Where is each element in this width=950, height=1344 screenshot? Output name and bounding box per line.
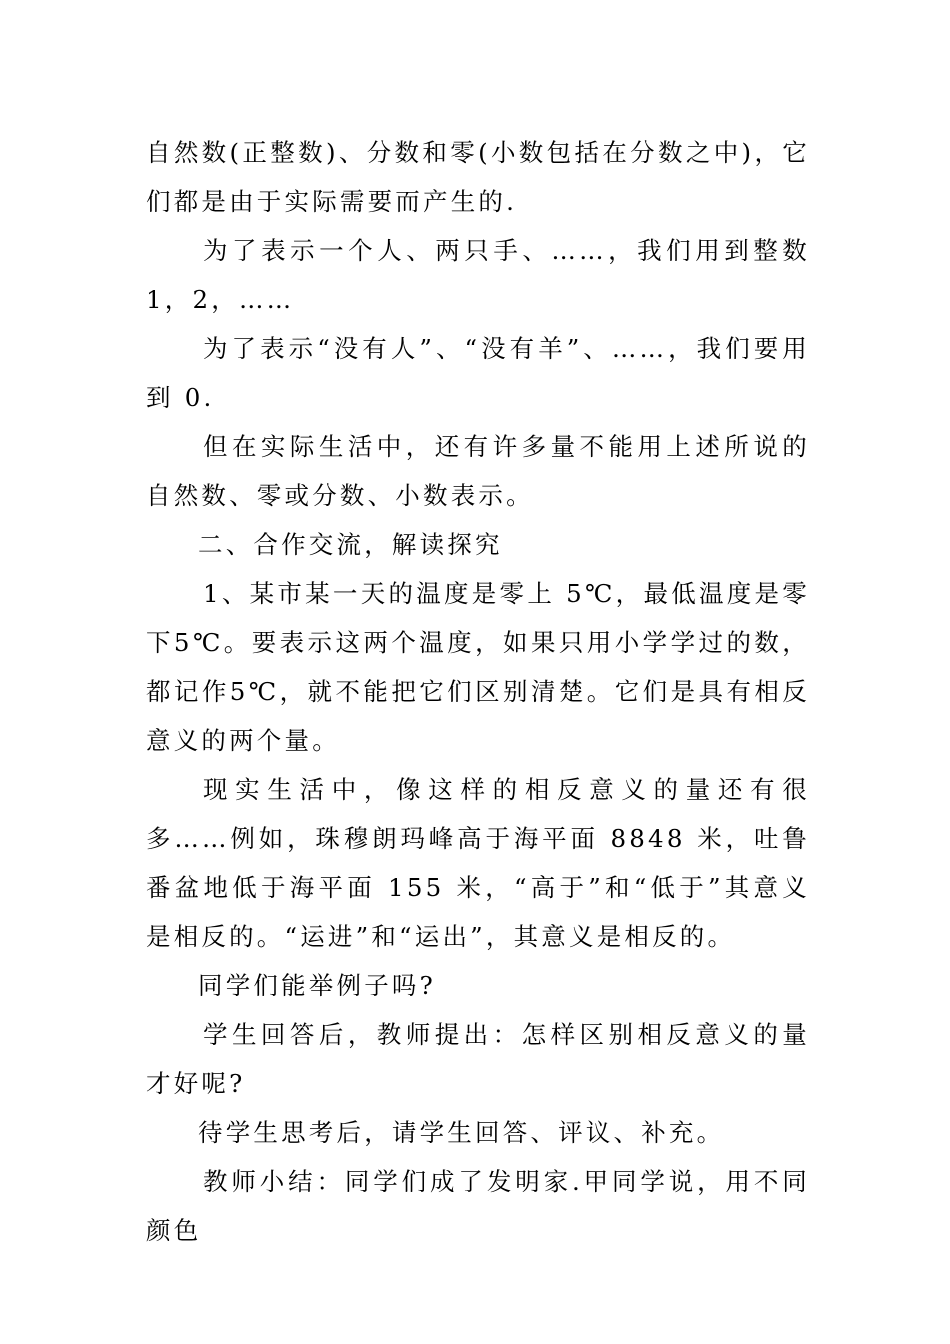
paragraph-opposite-quantities: 现实生活中，像这样的相反意义的量还有很多……例如，珠穆朗玛峰高于海平面 8848 米，吐鲁番盆地低于海平面 155 米，“高于”和“低于”其意义是相反的。“运进”和“运出”，其意义是相反的。 (146, 775, 810, 951)
paragraph-examples-question: 同学们能举例子吗? (198, 971, 436, 1000)
section-heading: 二、合作交流，解读探究 (198, 530, 503, 559)
paragraph-temperature: 1、某市某一天的温度是零上 5℃，最低温度是零下5℃。要表示这两个温度，如果只用小学学过的数，都记作5℃，就不能把它们区别清楚。它们是具有相反意义的两个量。 (146, 579, 810, 755)
paragraph-zero: 为了表示“没有人”、“没有羊”、……，我们要用到 0. (146, 334, 810, 412)
paragraph-student-discussion: 待学生思考后，请学生回答、评议、补充。 (198, 1118, 725, 1147)
paragraph-teacher-question: 学生回答后，教师提出：怎样区别相反意义的量才好呢? (146, 1020, 810, 1098)
paragraph-number-origin: 自然数(正整数)、分数和零(小数包括在分数之中)，它们都是由于实际需要而产生的. (146, 138, 810, 216)
paragraph-real-life: 但在实际生活中，还有许多量不能用上述所说的自然数、零或分数、小数表示。 (146, 432, 810, 510)
document-body (146, 128, 810, 1255)
paragraph-teacher-summary: 教师小结：同学们成了发明家.甲同学说，用不同颜色 (146, 1167, 810, 1245)
paragraph-integers: 为了表示一个人、两只手、……，我们用到整数 1，2，…… (146, 236, 810, 314)
